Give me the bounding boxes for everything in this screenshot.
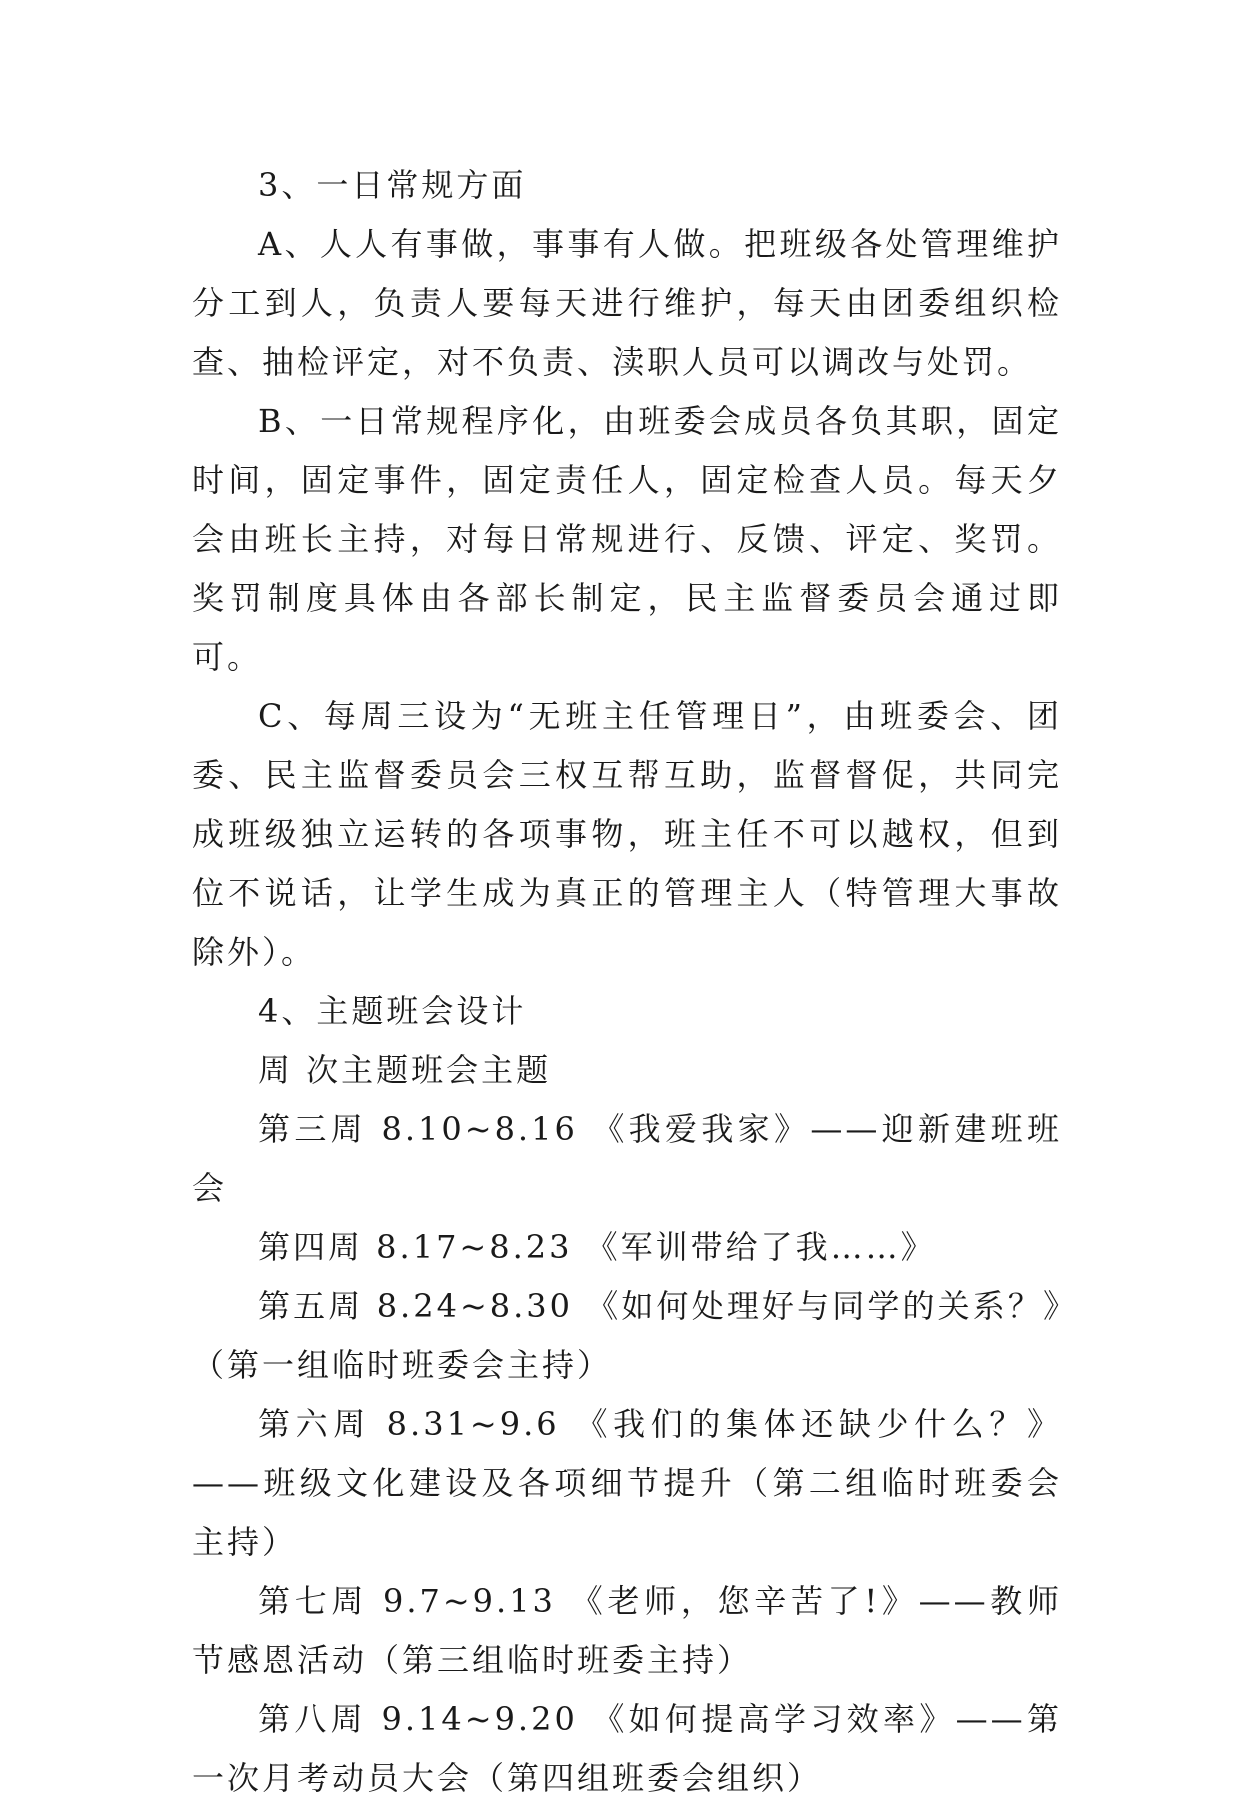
schedule-row-week-7: 第七周 9.7~9.13 《老师，您辛苦了!》——教师节感恩活动（第三组临时班委主持） (192, 1582, 1062, 1679)
document-body (192, 156, 1062, 1808)
paragraph-item-a: A、人人有事做，事事有人做。把班级各处管理维护分工到人，负责人要每天进行维护，每天由团委组织检查、抽检评定，对不负责、渎职人员可以调改与处罚。 (192, 225, 1062, 381)
paragraph-item-c: C、每周三设为“无班主任管理日”，由班委会、团委、民主监督委员会三权互帮互助，监督督促，共同完成班级独立运转的各项事物，班主任不可以越权，但到位不说话，让学生成为真正的管理主人（特管理大事故除外）。 (192, 697, 1062, 971)
schedule-row-week-6: 第六周 8.31~9.6 《我们的集体还缺少什么？》——班级文化建设及各项细节提升（第二组临时班委会主持） (192, 1405, 1062, 1561)
schedule-row-week-3: 第三周 8.10~8.16 《我爱我家》——迎新建班班会 (192, 1110, 1062, 1207)
section-heading-class-meeting: 4、主题班会设计 (258, 992, 527, 1030)
section-heading-daily-routine: 3、一日常规方面 (258, 166, 527, 204)
schedule-row-week-4: 第四周 8.17~8.23 《军训带给了我……》 (258, 1228, 936, 1266)
schedule-row-week-8: 第八周 9.14~9.20 《如何提高学习效率》——第一次月考动员大会（第四组班委会组织） (192, 1700, 1062, 1797)
paragraph-item-b: B、一日常规程序化，由班委会成员各负其职，固定时间，固定事件，固定责任人，固定检查人员。每天夕会由班长主持，对每日常规进行、反馈、评定、奖罚。奖罚制度具体由各部长制定，民主监督委员会通过即可。 (192, 402, 1062, 676)
schedule-header: 周 次主题班会主题 (258, 1051, 552, 1089)
schedule-row-week-5: 第五周 8.24~8.30 《如何处理好与同学的关系？》（第一组临时班委会主持） (192, 1287, 1062, 1384)
